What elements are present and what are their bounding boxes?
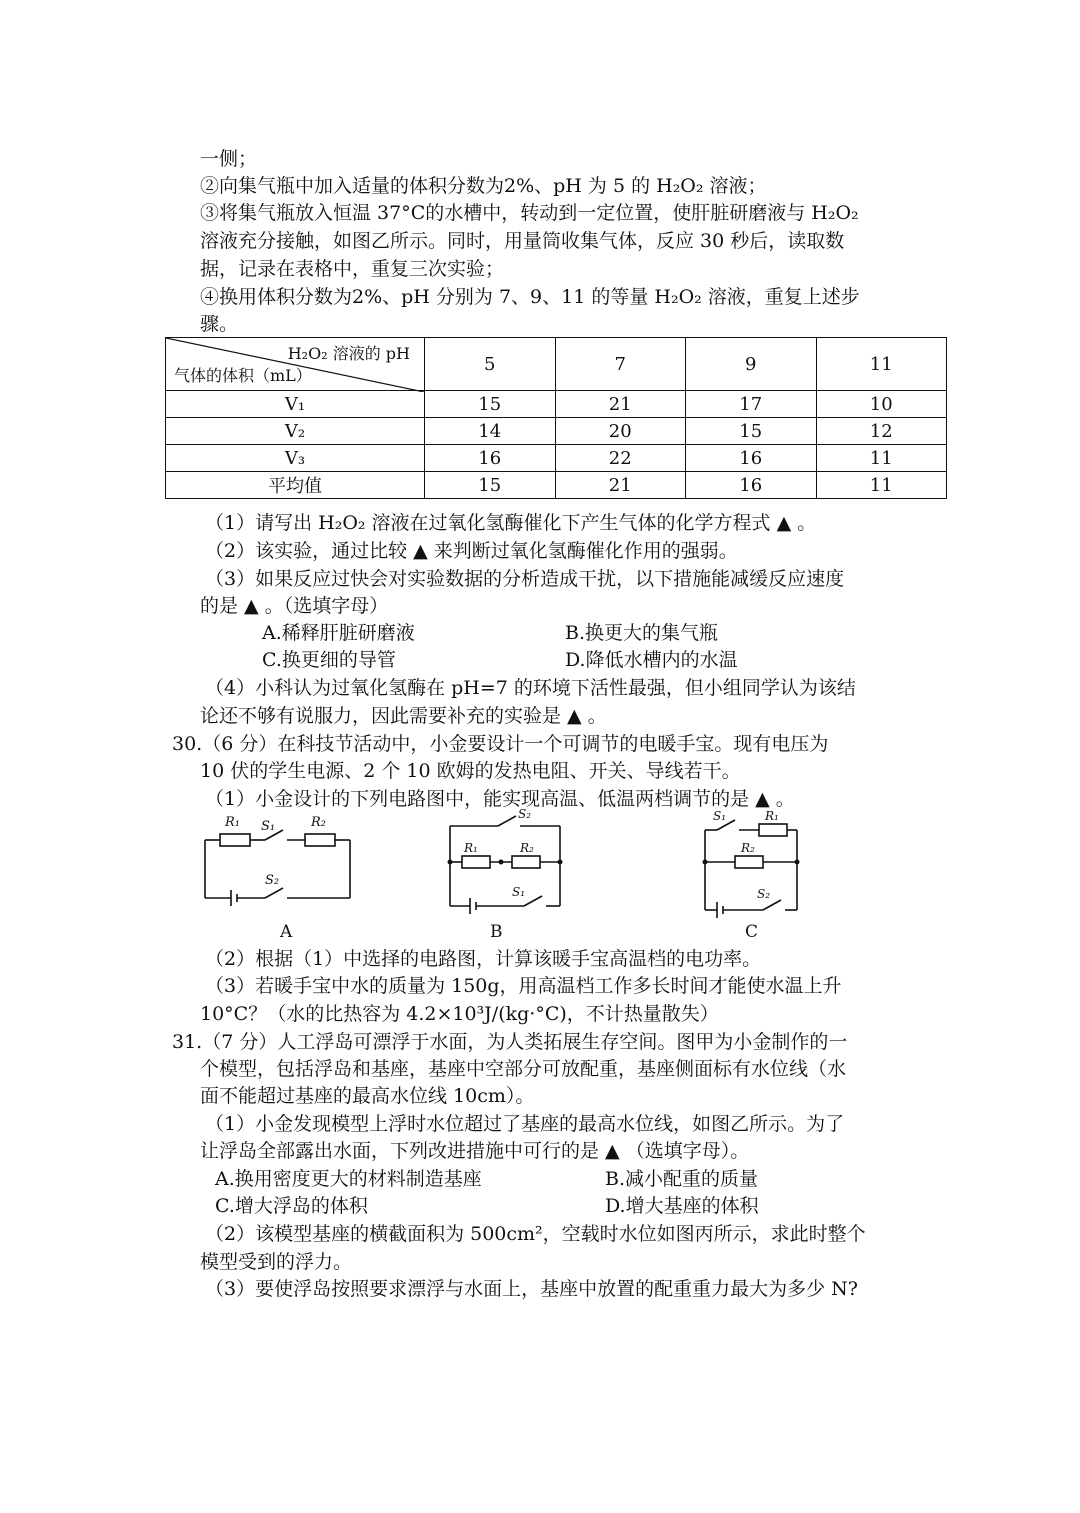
label-r2: R₂ [741,841,755,855]
question-31-intro: 31.（7 分）人工浮岛可漂浮于水面，为人类拓展生存空间。图甲为小金制作的一 [172,1031,848,1053]
circuit-diagram-b [440,806,570,914]
table-cell: 15 [686,418,817,445]
caption-a: A [280,922,293,942]
table-cell: 12 [816,418,947,445]
question-31-3: （3）要使浮岛按照要求漂浮与水面上，基座中放置的配重重力最大为多少 N? [205,1278,858,1300]
circuit-diagram-a [195,808,365,912]
option-a: A.换用密度更大的材料制造基座 [215,1168,482,1190]
question-29-3-cont: 的是 ▲ 。（选填字母） [200,595,389,617]
row-label: 平均值 [166,472,425,499]
ph-cell: 11 [816,338,947,391]
label-r2: R₂ [311,815,326,830]
question-29-4-cont: 论还不够有说服力，因此需要补充的实验是 ▲ 。 [200,705,607,727]
table-row [166,391,947,418]
option-d: D.降低水槽内的水温 [565,649,738,671]
question-29-2: （2）该实验，通过比较 ▲ 来判断过氧化氢酶催化作用的强弱。 [205,540,738,562]
question-29-4: （4）小科认为过氧化氢酶在 pH=7 的环境下活性最强，但小组同学认为该结 [205,677,856,699]
table-row [166,472,947,499]
table-cell: 11 [816,445,947,472]
label-s2: S₂ [518,807,532,821]
option-b: B.减小配重的质量 [605,1168,759,1190]
question-31-intro-cont: 面不能超过基座的最高水位线 10cm）。 [200,1085,535,1107]
table-cell: 10 [816,391,947,418]
caption-c: C [745,922,759,942]
question-30-3-cont: 10°C？（水的比热容为 4.2×10³J/(kg·°C)，不计热量散失） [200,1003,719,1025]
question-30-3: （3）若暖手宝中水的质量为 150g，用高温档工作多长时间才能使水温上升 [205,975,842,997]
question-29-1: （1）请写出 H₂O₂ 溶液在过氧化氢酶催化下产生气体的化学方程式 ▲ 。 [205,512,817,534]
table-cell: 20 [555,418,686,445]
label-s2: S₂ [265,873,280,888]
row-label: V₁ [166,391,425,418]
question-31-2-cont: 模型受到的浮力。 [200,1251,353,1273]
table-cell: 16 [686,445,817,472]
text-line: 骤。 [200,313,239,335]
table-cell: 11 [816,472,947,499]
text-line: ②向集气瓶中加入适量的体积分数为2%、pH 为 5 的 H₂O₂ 溶液； [200,175,767,197]
table-cell: 14 [425,418,556,445]
caption-b: B [490,922,503,942]
table-row [166,418,947,445]
table-cell: 21 [555,472,686,499]
text-line: 溶液充分接触，如图乙所示。同时，用量筒收集气体，反应 30 秒后，读取数 [200,230,845,252]
question-29-3: （3）如果反应过快会对实验数据的分析造成干扰，以下措施能减缓反应速度 [205,568,845,590]
ph-cell: 9 [686,338,817,391]
table-cell: 17 [686,391,817,418]
question-31-2: （2）该模型基座的横截面积为 500cm²，空载时水位如图丙所示，求此时整个 [205,1223,866,1245]
question-30-intro: 30.（6 分）在科技节活动中，小金要设计一个可调节的电暖手宝。现有电压为 [172,733,829,755]
text-line: ④换用体积分数为2%、pH 分别为 7、9、11 的等量 H₂O₂ 溶液，重复上述步 [200,286,860,308]
question-30-intro-cont: 10 伏的学生电源、2 个 10 欧姆的发热电阻、开关、导线若干。 [200,760,741,782]
header-volume-label: 气体的体积（mL） [174,366,312,385]
table-cell: 16 [686,472,817,499]
diagonal-header-cell [166,338,425,391]
label-s1: S₁ [713,809,727,823]
label-r2: R₂ [520,841,534,855]
text-line: 一侧； [200,148,258,170]
table-cell: 21 [555,391,686,418]
table-cell: 15 [425,472,556,499]
ph-cell: 5 [425,338,556,391]
row-label: V₂ [166,418,425,445]
text-line: 据，记录在表格中，重复三次实验； [200,258,505,280]
option-c: C.增大浮岛的体积 [215,1195,368,1217]
label-s1: S₁ [512,885,526,899]
header-ph-label: H₂O₂ 溶液的 pH [287,344,410,363]
table-cell: 16 [425,445,556,472]
option-a: A.稀释肝脏研磨液 [262,622,415,644]
data-table [165,337,947,499]
label-s1: S₁ [261,819,276,834]
text-line: ③将集气瓶放入恒温 37°C的水槽中，转动到一定位置，使肝脏研磨液与 H₂O₂ [200,202,859,224]
option-c: C.换更细的导管 [262,649,396,671]
ph-cell: 7 [555,338,686,391]
label-s2: S₂ [757,887,771,901]
question-31-intro-cont: 个模型，包括浮岛和基座，基座中空部分可放配重，基座侧面标有水位线（水 [200,1058,847,1080]
question-31-1-cont: 让浮岛全部露出水面，下列改进措施中可行的是 ▲ （选填字母）。 [200,1140,750,1162]
option-b: B.换更大的集气瓶 [565,622,719,644]
question-30-1: （1）小金设计的下列电路图中，能实现高温、低温两档调节的是 ▲ 。 [205,788,795,810]
circuit-diagram-c [695,806,810,918]
label-r1: R₁ [464,841,478,855]
label-r1: R₁ [225,815,240,830]
table-header-row [166,338,947,391]
table-cell: 15 [425,391,556,418]
row-label: V₃ [166,445,425,472]
option-d: D.增大基座的体积 [605,1195,759,1217]
question-30-2: （2）根据（1）中选择的电路图，计算该暖手宝高温档的电功率。 [205,948,762,970]
table-row [166,445,947,472]
table-cell: 22 [555,445,686,472]
question-31-1: （1）小金发现模型上浮时水位超过了基座的最高水位线，如图乙所示。为了 [205,1113,845,1135]
label-r1: R₁ [765,809,779,823]
